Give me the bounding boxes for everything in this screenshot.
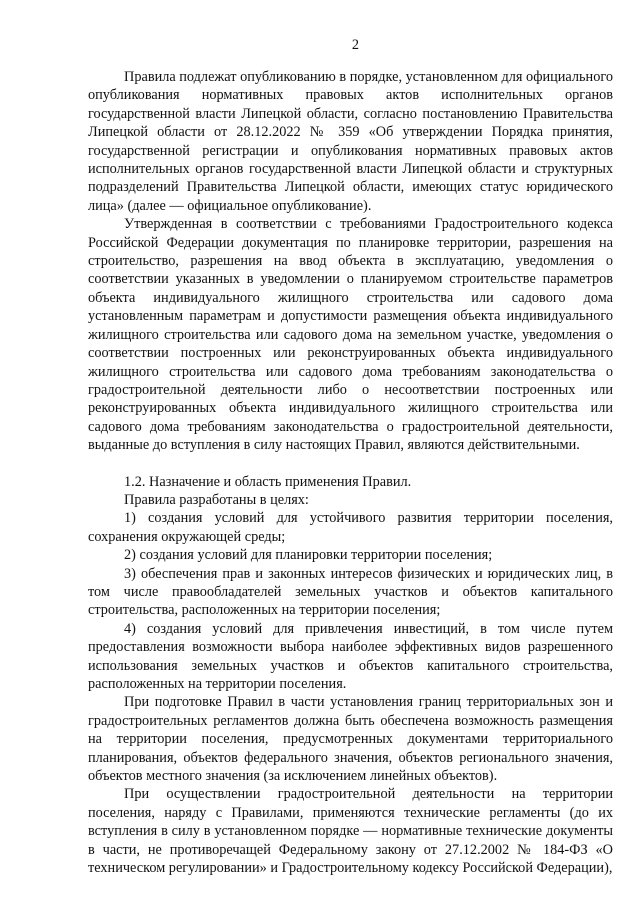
list-item-4: 4) создания условий для привлечения инвестиций, в том числе путем предоставления возможности выбора наиболее эффективных видов разрешенного использования земельных участков и объектов капитального строительства, расположенных на территории поселения. bbox=[88, 620, 613, 692]
list-item-3: 3) обеспечения прав и законных интересов физических и юридических лиц, в том числе правообладателей земельных участков и объектов капитального строительства, расположенных на территории поселения; bbox=[88, 565, 613, 619]
paragraph-zones: При подготовке Правил в части установления границ территориальных зон и градостроительных регламентов должна быть обеспечена возможность размещения на территории поселения, предусмотренных документами территориального планирования, объектов федерального значения, объектов регионального значения, объектов местного значения (за исключением линейных объектов). bbox=[88, 694, 613, 785]
section-spacer bbox=[88, 455, 613, 473]
paragraph-publication: Правила подлежат опубликованию в порядке, установленном для официального опубликования нормативных правовых актов исполнительных органов государственной власти Липецкой области, согласно постановлению Правительства Липецкой области от 28.12.2022 № 359 «Об утверждении Порядка принятия, государственной регистрации и опубликования нормативных правовых актов исполнительных органов государственной власти Липецкой области и структурных подразделений Правительства Липецкой области, имеющих статус юридического лица» (далее — официальное опубликование). bbox=[88, 69, 614, 214]
list-item-2: 2) создания условий для планировки территории поселения; bbox=[124, 547, 493, 564]
page-number: 2 bbox=[351, 37, 360, 53]
paragraph-goals-intro: Правила разработаны в целях: bbox=[124, 491, 309, 508]
section-heading-1-2: 1.2. Назначение и область применения Правил. bbox=[124, 473, 412, 490]
paragraph-regulations: При осуществлении градостроительной деятельности на территории поселения, наряду с Правилами, применяются технические регламенты (до их вступления в силу в установленном порядке — нормативные технические документы в части, не противоречащей Федеральному закону от 27.12.2002 № 184-ФЗ «О техническом регулировании» и Градостроительному кодексу Российской Федерации), bbox=[88, 786, 613, 877]
paragraph-validity: Утвержденная в соответствии с требованиями Градостроительного кодекса Российской Федерации документация по планировке территории, разрешения на строительство, разрешения на ввод объекта в эксплуатацию, уведомления о соответствии указанных в уведомлении о планируемом строительстве параметров объекта индивидуального жилищного строительства или садового дома установленным параметрам и допустимости размещения объекта индивидуального жилищного строительства или садового дома на земельном участке, уведомления о соответствии построенных или реконструированных объекта индивидуального жилищного строительства или садового дома требованиям законодательства о градостроительной деятельности либо о несоответствии построенных или реконструированных объекта индивидуального жилищного строительства или садового дома требованиям законодательства о градостроительной деятельности, выданные до вступления в силу настоящих Правил, являются действительными. bbox=[88, 216, 613, 454]
list-item-1: 1) создания условий для устойчивого развития территории поселения, сохранения окружающей среды; bbox=[88, 510, 613, 545]
